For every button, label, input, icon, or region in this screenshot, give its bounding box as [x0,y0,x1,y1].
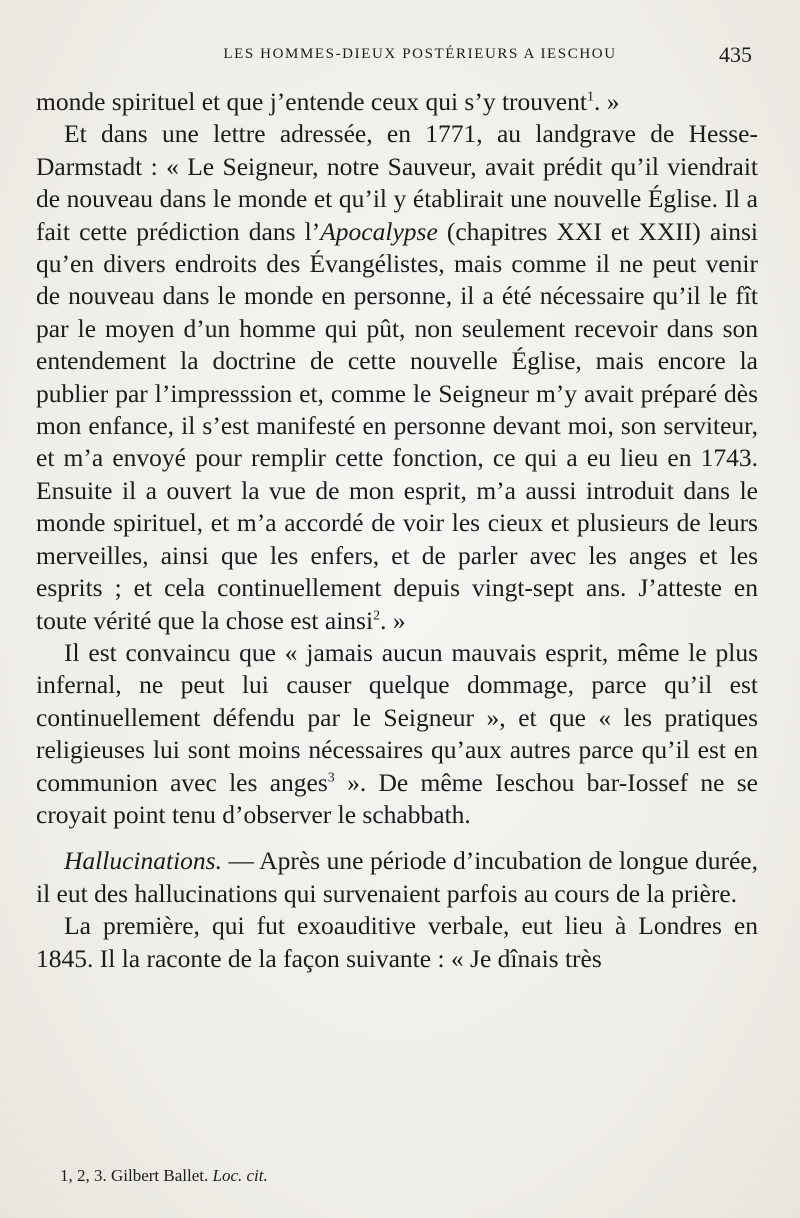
running-title: LES HOMMES-DIEUX POSTÉRIEURS A IESCHOU [223,46,617,62]
book-title: Apocalypse [320,216,438,246]
section-heading: Hallucinations. [64,846,222,876]
page-number: 435 [719,42,752,67]
footnote-ref: 2 [373,608,381,623]
footnote: 1, 2, 3. Gilbert Ballet. Loc. cit. [60,1166,268,1185]
paragraph: La première, qui fut exoauditive verbale, eut lieu à Londres en 1845. Il la raconte de la façon suivante : « Je dînais très [36,911,758,973]
footnote-ref: 1 [586,89,594,105]
paragraph: Hallucinations. — Après une période d’incubation de longue durée, il eut des hallucinations qui survenaient parfois au cours de la prière. [36,846,758,908]
page-header [40,44,760,70]
footnote-ref: 3 [327,770,335,786]
paragraph: monde spirituel et que j’entende ceux qui s’y trouvent$^1$. » [36,87,620,116]
body-text [36,86,758,975]
paragraph-gap [36,831,758,845]
paragraph: Et dans une lettre adressée, en 1771, au landgrave de Hesse-Darmstadt : « Le Seigneur, notre Sauveur, avait prédit qu’il viendrait de nouveau dans le monde et qu’il y établirait une nouvelle Église. Il a fait cette prédiction dans l’Apocalypse (chapitres XXI et XXII) ainsi qu’en divers endroits des Évangélistes, mais comme il ne peut venir de nouveau dans le monde en personne, il a été nécessaire qu’il le fît par le moyen d’un homme qui pût, non seulement recevoir dans son entendement la doctrine de cette nouvelle Église, mais encore la publier par l’impresssion et, comme le Seigneur m’y avait préparé dès mon enfance, il s’est manifesté en personne devant moi, son serviteur, et m’a envoyé pour remplir cette fonction, ce qui a eu lieu en 1743. Ensuite il a ouvert la vue de mon esprit, m’a aussi introduit dans le monde spirituel, et m’a accordé de voir les cieux et plusieurs de leurs merveilles, ainsi que les enfers, et de parler avec les anges et les esprits ; et cela continuellement depuis vingt-sept ans. J’atteste en toute vérité que la chose est ainsi$^2$. » [36,119,758,635]
paragraph: Il est convaincu que « jamais aucun mauvais esprit, même le plus infernal, ne peut lui causer quelque dommage, parce qu’il est continuellement défendu par le Seigneur », et que « les pratiques religieuses lui sont moins nécessaires qu’aux autres parce qu’il est en communion avec les anges$^3$ ». De même Ieschou bar-Iossef ne se croyait point tenu d’observer le schabbath. [36,637,758,829]
